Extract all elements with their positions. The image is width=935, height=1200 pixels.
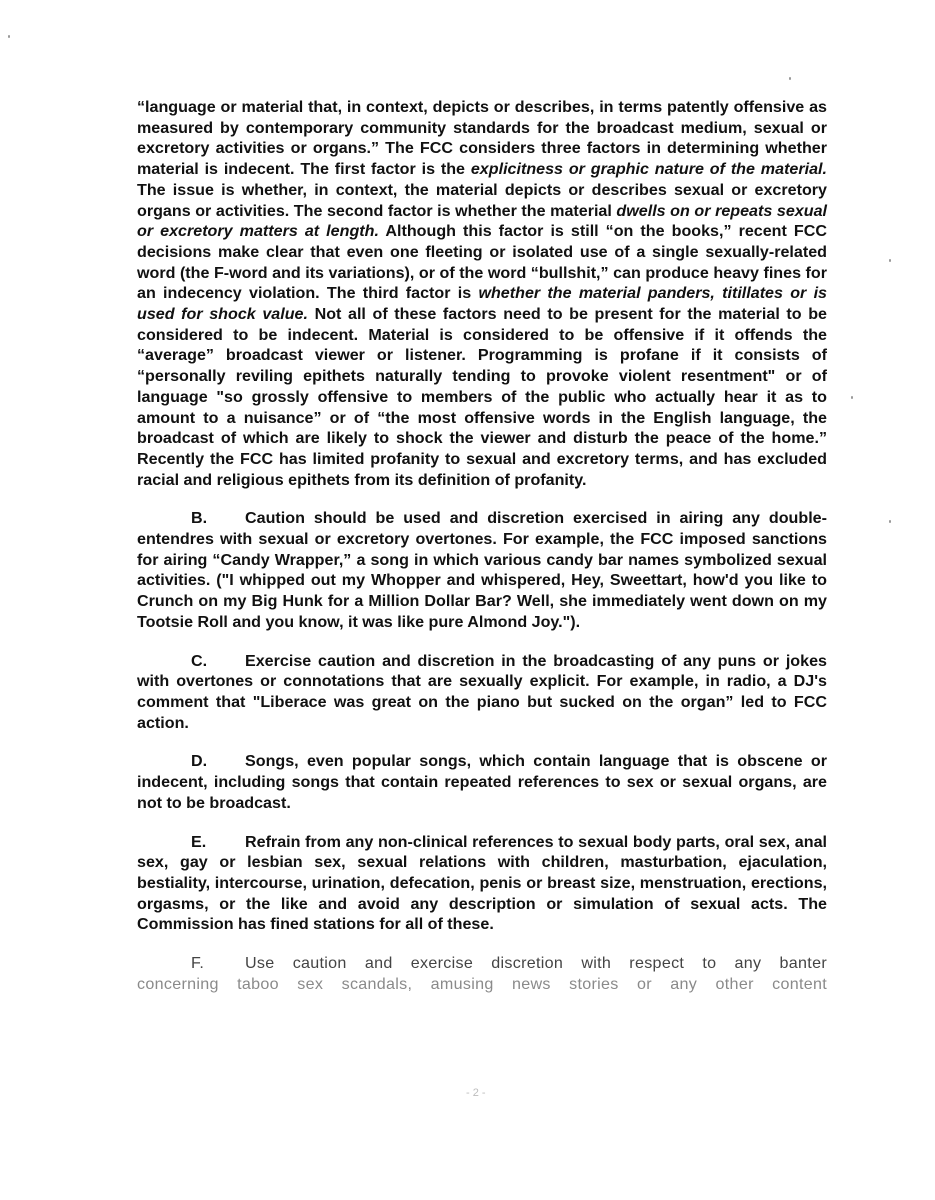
intro-segment: Not all of these factors need to be present for the material to be considered to be indecent. Material is considered to be offensive if it offends the “average” broadcast viewer or listener. Programming is profane if it consists of “personally reviling epithets naturally tending to provoke violent resentment" or of language "so grossly offensive to members of the public who actually hear it as to amount to a nuisance” or of “the most offensive words in the English language, the broadcast of which are likely to shock the viewer and disturb the peace of the home.” Recently the FCC has limited profanity to sexual and excretory terms, and has excluded racial and religious epithets from its definition of profanity. — [137, 305, 827, 489]
item-f-paragraph — [137, 953, 827, 994]
item-c-paragraph — [137, 651, 827, 734]
intro-segment-italic: dwells on or repeats sexual or excretory matters at length. — [137, 201, 827, 241]
intro-segment-italic: explicitness or graphic nature of the material. — [470, 160, 828, 179]
scan-speck — [8, 35, 10, 38]
page-number: - 2 - — [466, 1087, 486, 1099]
item-b-paragraph — [137, 508, 827, 632]
item-f-label: F. — [191, 954, 205, 973]
scan-speck — [789, 77, 791, 80]
item-c-label: C. — [191, 651, 208, 670]
item-e-text: Refrain from any non-clinical references to sexual body parts, oral sex, anal sex, gay or lesbian sex, sexual relations with children, masturbation, ejaculation, bestiality, intercourse, urination, defecation, penis or breast size, menstruation, erections, orgasms, or the like and avoid any description or simulation of sexual acts. The Commission has fined stations for all of these. — [137, 832, 827, 934]
item-d-text: Songs, even popular songs, which contain language that is obscene or indecent, including songs that contain repeated references to sex or sexual organs, are not to be broadcast. — [137, 752, 827, 812]
item-d-label: D. — [191, 752, 208, 771]
item-e-paragraph — [137, 832, 827, 936]
item-f-line-1 — [137, 953, 827, 974]
item-b-text: Caution should be used and discretion exercised in airing any double-entendres with sexual or excretory overtones. For example, the FCC imposed sanctions for airing “Candy Wrapper,” a song in which various candy bar names symbolized sexual activities. ("I whipped out my Whopper and whispered, Hey, Sweettart, how'd you like to Crunch on my Big Hunk for a Million Dollar Bar? Well, she immediately went down on my Tootsie Roll and you know, it was like pure Almond Joy."). — [137, 509, 827, 631]
item-c-text: Exercise caution and discretion in the broadcasting of any puns or jokes with overtones or connotations that are sexually explicit. For example, in radio, a DJ's comment that "Liberace was great on the piano but sucked on the organ” led to FCC action. — [137, 651, 827, 732]
scan-speck — [889, 259, 891, 262]
scan-speck — [851, 396, 853, 399]
intro-paragraph — [137, 97, 827, 490]
item-d-paragraph — [137, 751, 827, 813]
intro-segment: Although this factor is still “on the books,” recent FCC decisions make clear that even one fleeting or isolated use of a single sexually-related word (the F-word and its variations), or of the word “bullshit,” can produce heavy fines for an indecency violation. The third factor is — [137, 222, 827, 303]
document-body — [137, 97, 827, 994]
intro-segment: “language or material that, in context, depicts or describes, in terms patently offensive as measured by contemporary community standards for the broadcast medium, sexual or excretory activities or organs.” The FCC considers three factors in determining whether material is indecent. The first factor is the — [137, 98, 827, 179]
scan-speck — [889, 520, 891, 523]
item-b-label: B. — [191, 509, 208, 528]
intro-segment: The issue is whether, in context, the material depicts or describes sexual or excretory organs or activities. The second factor is whether the material — [137, 180, 827, 220]
item-e-label: E. — [191, 832, 207, 851]
item-f-line-1-text: Use caution and exercise discretion with respect to any banter — [245, 954, 827, 973]
item-f-line-2: concerning taboo sex scandals, amusing news stories or any other content — [137, 974, 827, 993]
intro-segment-italic: whether the material panders, titillates or is used for shock value. — [137, 284, 827, 324]
